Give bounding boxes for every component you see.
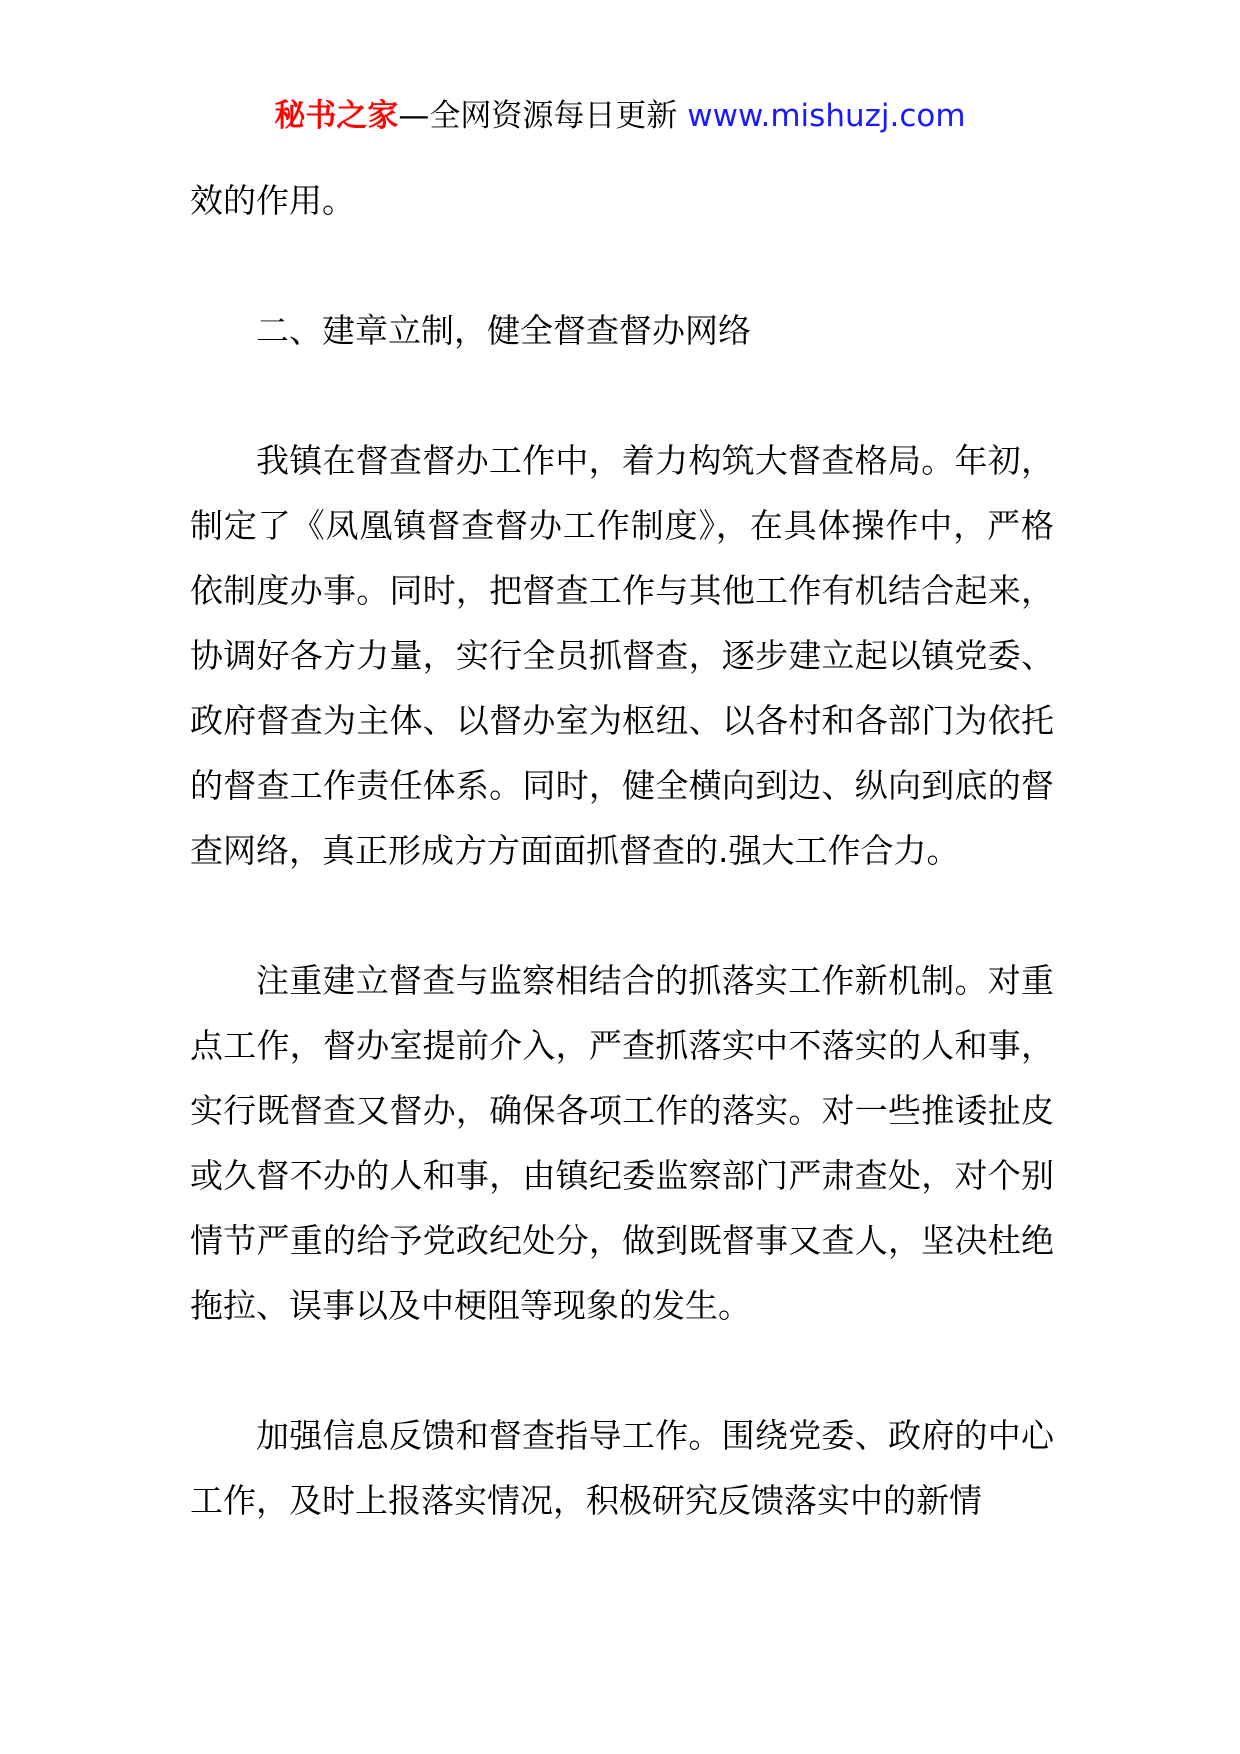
section-heading: 二、建章立制，健全督查督办网络 — [256, 311, 751, 350]
site-brand: 秘书之家 — [274, 98, 399, 134]
paragraph: 加强信息反馈和督查指导工作。围绕党委、政府的中心工作，及时上报落实情况，积极研究反馈落实中的新情 — [190, 1416, 1054, 1520]
site-slogan: —全网资源每日更新 — [398, 98, 678, 134]
site-header — [0, 96, 1240, 136]
site-url-link[interactable]: www.mishuzj.com — [687, 98, 966, 134]
paragraph: 我镇在督查督办工作中，着力构筑大督查格局。年初，制定了《凤凰镇督查督办工作制度》，在具体操作中，严格依制度办事。同时，把督查工作与其他工作有机结合起来，协调好各方力量，实行全员抓督查，逐步建立起以镇党委、政府督查为主体、以督办室为枢纽、以各村和各部门为依托的督查工作责任体系。同时，健全横向到边、纵向到底的督查网络，真正形成方方面面抓督查的.强大工作合力。 — [190, 441, 1054, 870]
text-fragment: 效的作用。 — [190, 181, 355, 220]
paragraph: 注重建立督查与监察相结合的抓落实工作新机制。对重点工作，督办室提前介入，严查抓落实中不落实的人和事，实行既督查又督办，确保各项工作的落实。对一些推诿扯皮或久督不办的人和事，由镇纪委监察部门严肃查处，对个别情节严重的给予党政纪处分，做到既督事又查人，坚决杜绝拖拉、误事以及中梗阻等现象的发生。 — [190, 961, 1054, 1325]
document-body — [190, 168, 1054, 1533]
